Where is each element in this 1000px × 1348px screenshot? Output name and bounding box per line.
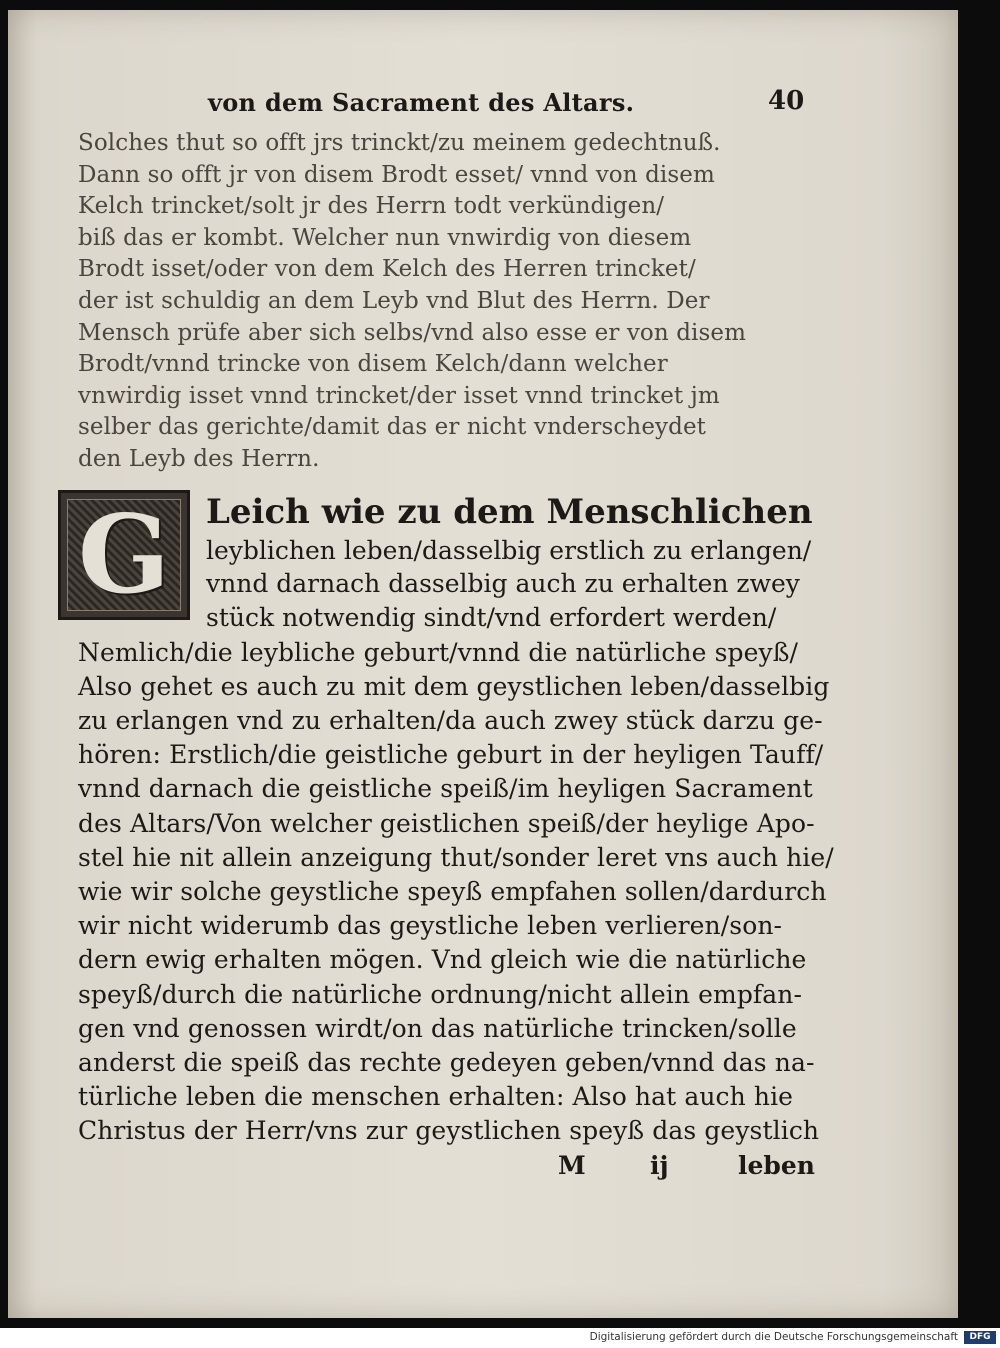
quote-line: der ist schuldig an dem Leyb vnd Blut des Herrn. Der	[78, 287, 710, 314]
body-line: gen vnd genossen wirdt/on das natürliche trincken/solle	[78, 1013, 797, 1043]
quote-line: Dann so offt jr von disem Brodt esset/ vnnd von disem	[78, 161, 715, 188]
initial-lines	[206, 490, 826, 635]
running-head	[78, 82, 818, 128]
signature-number: ij	[650, 1150, 669, 1180]
scripture-quote-block	[78, 128, 818, 476]
body-line: vnnd darnach die geistliche speiß/im heyligen Sacrament	[78, 774, 813, 804]
body-line: anderst die speiß das rechte gedeyen geben/vnnd das na-	[78, 1047, 815, 1077]
body-line: zu erlangen vnd zu erhalten/da auch zwey stück darzu ge-	[78, 705, 823, 735]
body-line: wie wir solche geystliche speyß empfahen sollen/dardurch	[78, 876, 827, 906]
footer-bar	[0, 1328, 1000, 1348]
body-line: Also gehet es auch zu mit dem geystlichen leben/dasselbig	[78, 671, 830, 701]
catchword: leben	[738, 1150, 815, 1180]
quote-line: den Leyb des Herrn.	[78, 445, 320, 472]
book-page	[8, 10, 958, 1318]
indented-line: stück notwendig sindt/vnd erfordert werden/	[206, 602, 777, 632]
page-text-area	[77, 82, 834, 1185]
body-line: türliche leben die menschen erhalten: Also hat auch hie	[78, 1082, 794, 1112]
quote-line: Solches thut so offt jrs trinckt/zu meinem gedechtnuß.	[78, 130, 721, 156]
body-line: Nemlich/die leybliche geburt/vnnd die natürliche speyß/	[78, 637, 799, 667]
body-line: wir nicht widerumb das geystliche leben verlieren/son-	[78, 911, 783, 941]
indented-line: leyblichen leben/dasselbig erstlich zu erlangen/	[206, 535, 812, 565]
body-line: hören: Erstlich/die geistliche geburt in der heyligen Tauff/	[78, 740, 824, 770]
body-line: stel hie nit allein anzeigung thut/sonder leret vns auch hie/	[78, 842, 834, 872]
folio-number: 40	[768, 86, 805, 116]
body-text-block	[78, 636, 834, 1149]
quote-line: Mensch prüfe aber sich selbs/vnd also esse er von disem	[78, 319, 747, 346]
body-line: speyß/durch die natürliche ordnung/nicht allein empfan-	[78, 979, 803, 1009]
initial-first-line: Leich wie zu dem Menschlichen	[206, 491, 813, 532]
decorated-initial	[58, 490, 190, 620]
quote-line: Brodt isset/oder von dem Kelch des Herren trincket/	[78, 256, 696, 283]
body-line: Christus der Herr/vns zur geystlichen speyß das geystlich	[78, 1116, 820, 1146]
dfg-logo-icon: DFG	[964, 1331, 996, 1344]
indented-line: vnnd darnach dasselbig auch zu erhalten zwey	[206, 569, 800, 599]
signature-mark: M	[558, 1150, 586, 1180]
quote-line: biß das er kombt. Welcher nun vnwirdig von diesem	[78, 224, 692, 251]
signature-line	[78, 1149, 818, 1185]
running-title: von dem Sacrament des Altars.	[208, 88, 635, 117]
quote-line: selber das gerichte/damit das er nicht vnderscheydet	[78, 414, 706, 441]
quote-line: Brodt/vnnd trincke von disem Kelch/dann welcher	[78, 351, 668, 378]
quote-line: Kelch trincket/solt jr des Herrn todt verkündigen/	[78, 193, 665, 220]
initial-letter: G	[77, 491, 171, 618]
body-line: dern ewig erhalten mögen. Vnd gleich wie die natürliche	[78, 945, 807, 975]
initial-section	[78, 490, 818, 640]
funding-credit: Digitalisierung gefördert durch die Deutsche Forschungsgemeinschaft	[589, 1331, 958, 1343]
body-line: des Altars/Von welcher geistlichen speiß/der heylige Apo-	[78, 808, 815, 838]
quote-line: vnwirdig isset vnnd trincket/der isset vnnd trincket jm	[78, 382, 720, 409]
